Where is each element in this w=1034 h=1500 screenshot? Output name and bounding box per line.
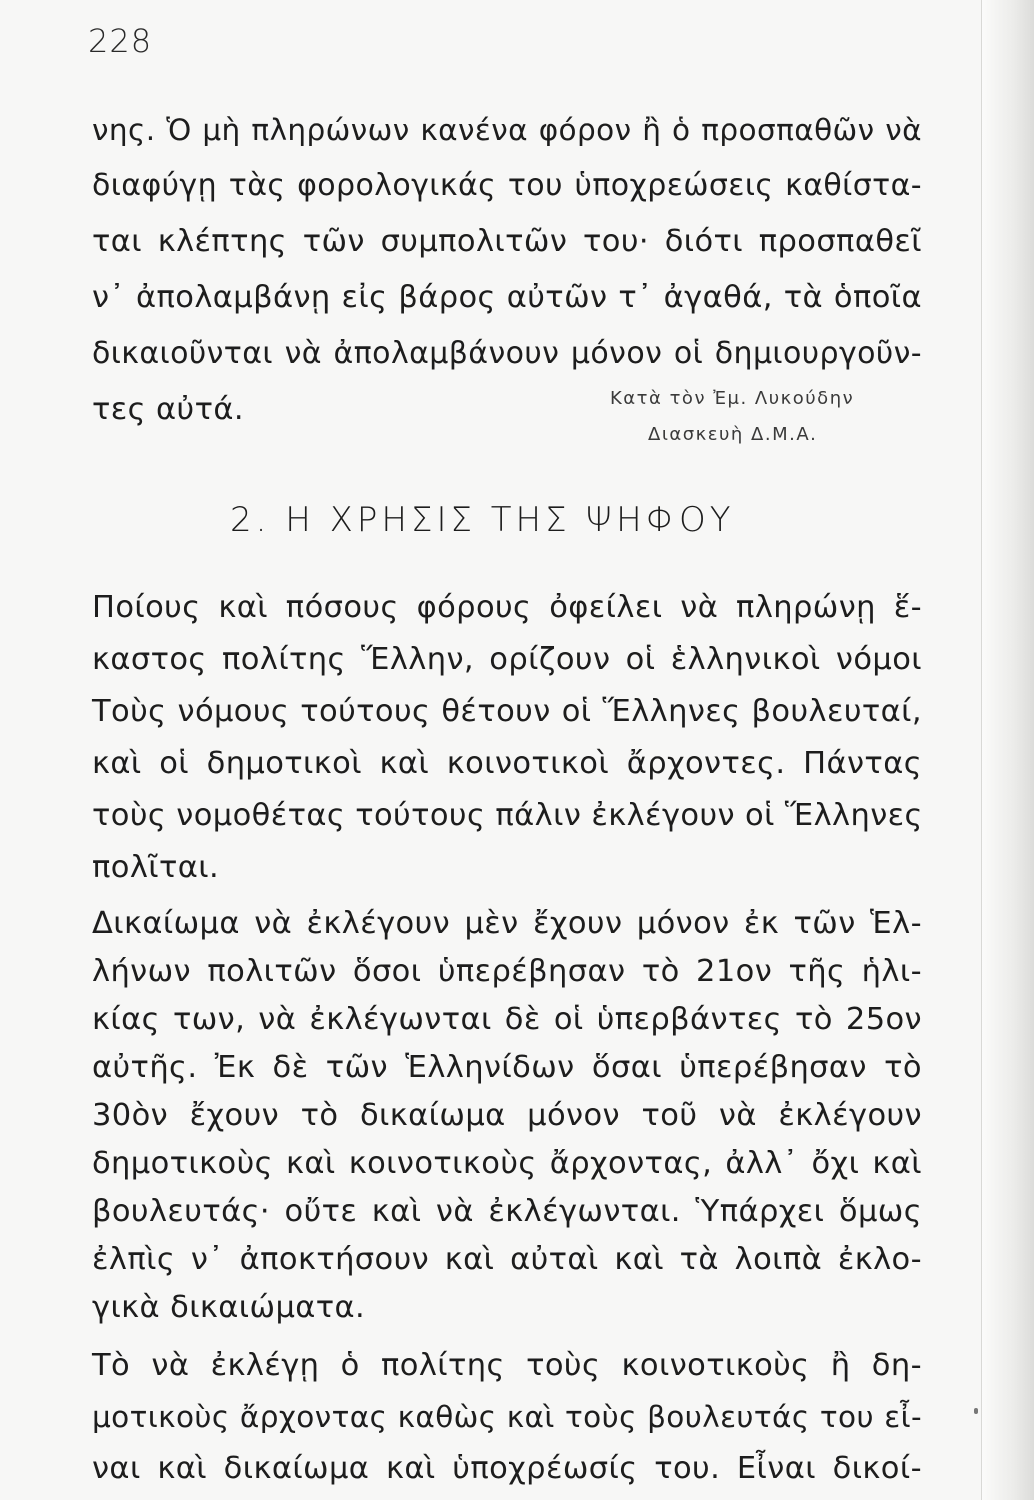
text-line: Δικαίωμα νὰ ἐκλέγουν μὲν ἔχουν μόνον ἐκ τῶν Ἑλ- xyxy=(92,906,922,941)
text-line: διαφύγῃ τὰς φορολογικάς του ὑποχρεώσεις καθίστα- xyxy=(92,168,922,203)
text-line: δημοτικοὺς καὶ κοινοτικοὺς ἄρχοντας, ἀλλ᾽ ὄχι καὶ xyxy=(92,1146,922,1181)
text-line: καστος πολίτης Ἕλλην, ορίζουν οἱ ἑλληνικοὶ νόμοι xyxy=(92,642,922,677)
text-line: δικαιοῦνται νὰ ἀπολαμβάνουν μόνον οἱ δημιουργοῦν- xyxy=(92,336,922,371)
text-line: κίας των, νὰ ἐκλέγωνται δὲ οἱ ὑπερβάντες τὸ 25ον xyxy=(92,1002,922,1037)
text-line: ν᾽ ἀπολαμβάνῃ εἰς βάρος αὐτῶν τ᾽ ἀγαθά, τὰ ὁποῖα xyxy=(92,280,922,315)
page-number: 228 xyxy=(88,22,153,60)
text-line: πολῖται. xyxy=(92,850,220,885)
text-line: λήνων πολιτῶν ὅσοι ὑπερέβησαν τὸ 21ον τῆς ἡλι- xyxy=(92,954,922,989)
text-line: νης. Ὁ μὴ πληρώνων κανένα φόρον ἢ ὁ προσπαθῶν νὰ xyxy=(92,113,922,147)
text-line: ναι καὶ δικαίωμα καὶ ὑποχρέωσίς του. Εἶναι δικοί- xyxy=(92,1451,922,1486)
text-line: τοὺς νομοθέτας τούτους πάλιν ἐκλέγουν οἱ Ἕλληνες xyxy=(92,798,923,833)
page-gutter-shadow xyxy=(981,0,1034,1500)
section-heading: 2. Η ΧΡΗΣΙΣ ΤΗΣ ΨΗΦΟΥ xyxy=(230,500,735,540)
text-line: Τοὺς νόμους τούτους θέτουν οἱ Ἕλληνες βουλευταί, xyxy=(92,694,922,729)
text-line: ται κλέπτης τῶν συμπολιτῶν του· διότι προσπαθεῖ xyxy=(92,224,922,259)
text-line: ἐλπὶς ν᾽ ἀποκτήσουν καὶ αὐταὶ καὶ τὰ λοιπὰ ἐκλο- xyxy=(92,1242,922,1277)
text-line: βουλευτάς· οὔτε καὶ νὰ ἐκλέγωνται. Ὑπάρχει ὅμως xyxy=(92,1194,922,1229)
text-line: Τὸ νὰ ἐκλέγῃ ὁ πολίτης τοὺς κοινοτικοὺς ἢ δη- xyxy=(92,1348,922,1383)
text-line: αὐτῆς. Ἐκ δὲ τῶν Ἑλληνίδων ὅσαι ὑπερέβησαν τὸ xyxy=(92,1050,922,1085)
text-line: Ποίους καὶ πόσους φόρους ὀφείλει νὰ πληρώνῃ ἕ- xyxy=(92,590,922,625)
paper-speck xyxy=(974,1408,978,1414)
attribution-author: Κατὰ τὸν Ἐμ. Λυκούδην xyxy=(610,388,855,409)
text-line: γικὰ δικαιώματα. xyxy=(92,1290,366,1325)
text-line: μοτικοὺς ἄρχοντας καθὼς καὶ τοὺς βουλευτάς του εἶ- xyxy=(92,1400,922,1434)
text-line: 30ὸν ἔχουν τὸ δικαίωμα μόνον τοῦ νὰ ἐκλέγουν xyxy=(92,1098,922,1133)
text-line: καὶ οἱ δημοτικοὶ καὶ κοινοτικοὶ ἄρχοντες. Πάντας xyxy=(92,746,922,781)
text-line: τες αὐτά. xyxy=(92,392,244,427)
attribution-adaptation: Διασκευὴ Δ.Μ.Α. xyxy=(648,424,818,445)
